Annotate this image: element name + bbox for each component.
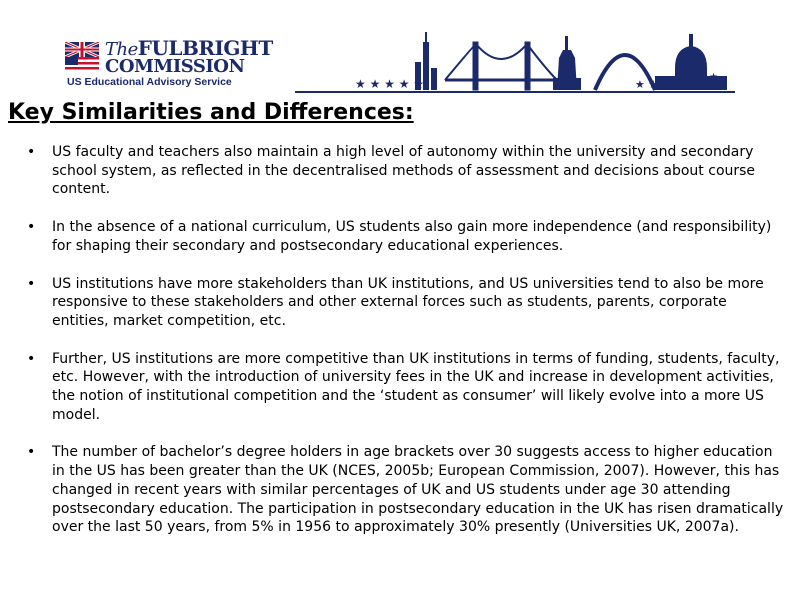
bullet-text: Further, US institutions are more competitive than UK institutions in terms of funding, students, faculty, etc. However, with the introduction of university fees in the UK and increase in development activities, the notion of institutional competition and the ‘student as consumer’ will likely evolve into a more US model. (52, 350, 780, 423)
bullet-text: The number of bachelor’s degree holders in age brackets over 30 suggests access to higher education in the US has been greater than the UK (NCES, 2005b; European Commission, 2007). However, this has changed in recent years with similar percentages of UK and US students under age 30 attending postsecondary education. The participation in postsecondary education in the UK has risen dramatically over the last 50 years, from 5% in 1956 to approximately 30% presently (Universities UK, 2007a). (52, 444, 784, 536)
bullet-icon: • (27, 350, 36, 367)
header-banner (55, 28, 735, 96)
svg-text:★ ★: ★ ★ (697, 72, 719, 83)
bullet-text: In the absence of a national curriculum, US students also gain more independence (and responsibility) for shaping their secondary and postsecondary educational experiences. (52, 219, 772, 254)
list-item (24, 350, 784, 425)
bullet-list (24, 143, 784, 556)
slide-title: Key Similarities and Differences: (8, 100, 414, 125)
us-landmarks-skyline-icon (295, 28, 735, 96)
logo-wordmark-line2: COMMISSION (105, 56, 245, 77)
list-item (24, 218, 784, 255)
list-item (24, 143, 784, 199)
list-item (24, 443, 784, 537)
list-item (24, 275, 784, 331)
svg-text:★ ★ ★ ★ ★: ★ ★ ★ ★ ★ (355, 77, 425, 91)
svg-text:★ ★ ★: ★ ★ ★ (635, 78, 672, 91)
logo-wordmark-line1: TheFULBRIGHT (105, 36, 273, 60)
bullet-text: US faculty and teachers also maintain a high level of autonomy within the university and secondary school system, as reflected in the decentralised methods of assessment and decisions about course content. (52, 144, 756, 198)
us-uk-flag-icon (65, 42, 99, 72)
fulbright-commission-logo (65, 36, 273, 92)
logo-subtitle: US Educational Advisory Service (67, 76, 232, 88)
bullet-icon: • (27, 444, 36, 461)
bullet-text: US institutions have more stakeholders than UK institutions, and US universities tend to also be more responsive to these stakeholders and other external forces such as students, parents, corporate entities, market competition, etc. (52, 275, 764, 329)
bullet-icon: • (27, 275, 36, 292)
bullet-icon: • (27, 144, 36, 160)
bullet-icon: • (27, 219, 36, 236)
